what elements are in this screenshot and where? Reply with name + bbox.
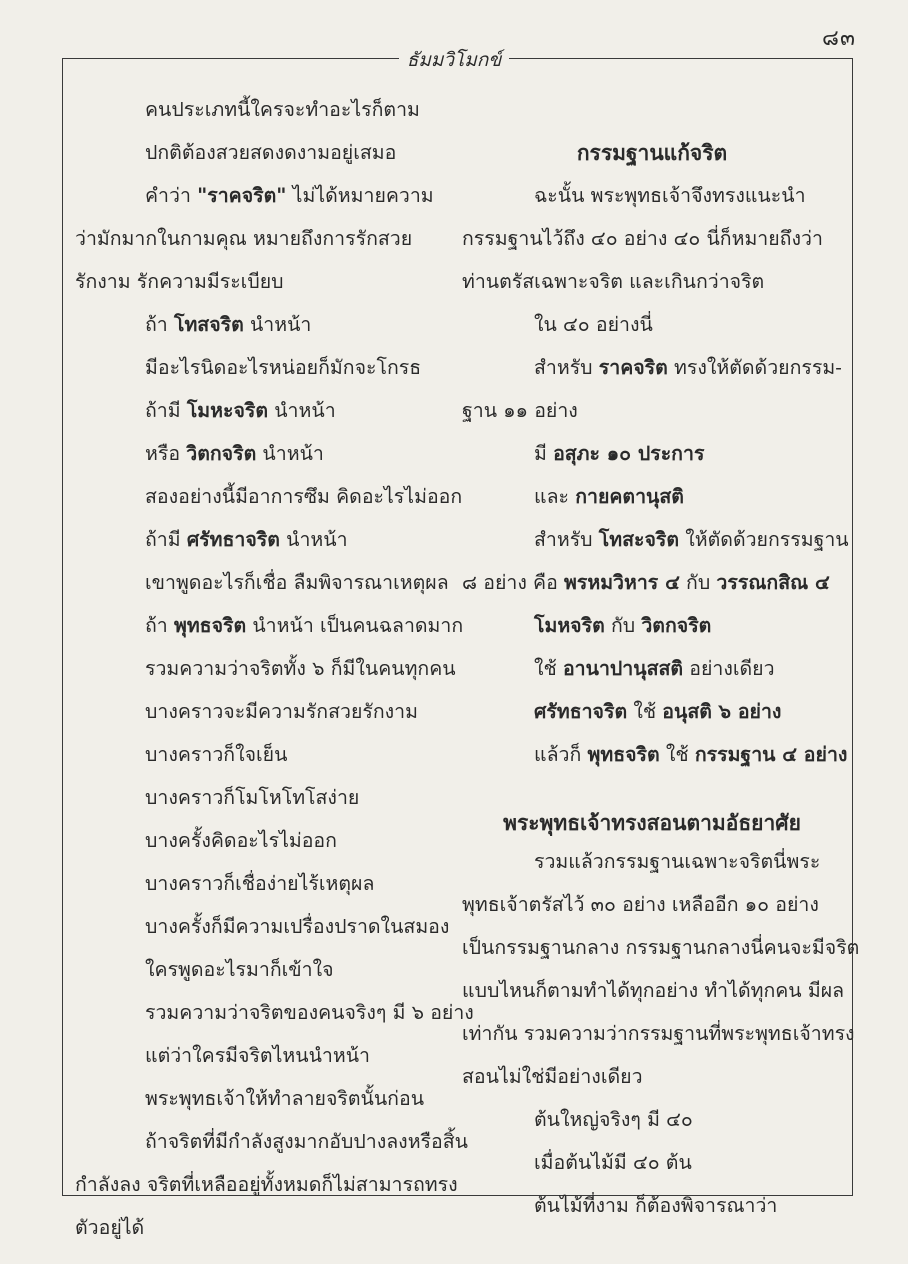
text-span: สองอย่างนี้มีอาการซึม คิดอะไรไม่ออก <box>145 485 463 508</box>
text-line <box>145 313 311 337</box>
text-span: พุทธเจ้าตรัสไว้ ๓๐ อย่าง เหลืออีก ๑๐ อย่าง <box>462 893 819 916</box>
text-line <box>462 571 830 595</box>
text-line <box>462 893 819 917</box>
bold-term: ศรัทธาจริต <box>534 700 628 723</box>
text-line <box>145 743 287 767</box>
text-span: รวมแล้วกรรมฐานเฉพาะจริตนี่พระ <box>534 850 821 873</box>
text-span: ใน ๔๐ อย่างนี่ <box>534 313 653 336</box>
text-span: เท่ากัน รวมความว่ากรรมฐานที่พระพุทธเจ้าทรง <box>462 1022 855 1045</box>
text-span: ๘ อย่าง คือ <box>462 571 565 594</box>
text-line <box>534 1151 692 1175</box>
text-span: กับ <box>604 614 642 637</box>
text-line <box>534 485 684 509</box>
bold-term: อนุสติ ๖ อย่าง <box>662 700 782 723</box>
text-line <box>145 98 420 122</box>
text-line <box>534 313 653 337</box>
text-span: ถ้ามี <box>145 528 187 551</box>
text-span: ไม่ได้หมายความ <box>286 184 434 207</box>
text-span: ทรงให้ตัดด้วยกรรม- <box>667 356 842 379</box>
text-span: อย่างเดียว <box>683 657 775 680</box>
text-line <box>145 657 456 681</box>
text-span: ว่ามักมากในกามคุณ หมายถึงการรักสวย <box>75 227 413 250</box>
text-span: นำหน้า เป็นคนฉลาดมาก <box>246 614 464 637</box>
text-line <box>462 936 859 960</box>
text-span: บางคราวก็เชื่อง่ายไร้เหตุผล <box>145 872 375 895</box>
text-line <box>534 442 704 466</box>
text-line <box>145 399 336 423</box>
text-line <box>145 700 418 724</box>
text-span: สำหรับ <box>534 528 599 551</box>
bold-term: พุทธจริต <box>587 743 660 766</box>
text-span: มีอะไรนิดอะไรหน่อยก็มักจะโกรธ <box>145 356 422 379</box>
text-span: แล้วก็ <box>534 743 588 766</box>
bold-term: พุทธจริต <box>173 614 247 637</box>
text-span: ให้ตัดด้วยกรรมฐาน <box>679 528 849 551</box>
text-span: นำหน้า <box>279 528 348 551</box>
text-line <box>462 979 844 1003</box>
text-line <box>534 356 842 380</box>
text-span: ฉะนั้น พระพุทธเจ้าจึงทรงแนะนำ <box>534 184 806 207</box>
text-line <box>145 915 449 939</box>
text-line <box>534 614 711 638</box>
text-line <box>534 528 849 552</box>
bold-term: อสุภะ ๑๐ ประการ <box>553 442 705 465</box>
text-line <box>462 227 823 251</box>
text-line <box>534 657 775 681</box>
bold-term: วิตกจริต <box>186 442 257 465</box>
text-line <box>145 872 374 896</box>
text-span: ถ้า <box>145 614 174 637</box>
bold-term: โมหะจริต <box>186 399 269 422</box>
text-span: ถ้าจริตที่มีกำลังสูงมากอับปางลงหรือสิ้น <box>145 1130 468 1153</box>
bold-term: วรรณกสิณ ๔ <box>716 571 830 594</box>
text-line <box>75 1173 458 1197</box>
section-heading <box>462 811 842 835</box>
text-line <box>145 786 359 810</box>
text-span: นำหน้า <box>268 399 336 422</box>
text-span: เขาพูดอะไรก็เชื่อ ลืมพิจารณาเหตุผล <box>145 571 449 594</box>
text-line <box>462 399 578 423</box>
text-line <box>145 184 434 208</box>
text-line <box>145 1001 474 1025</box>
bold-term: วิตกจริต <box>641 614 712 637</box>
text-line <box>145 829 337 853</box>
text-span: บางครั้งคิดอะไรไม่ออก <box>145 829 337 852</box>
text-span: มี <box>534 442 554 465</box>
bold-term: โทสะจริต <box>598 528 680 551</box>
text-span: ต้นไม้ที่งาม ก็ต้องพิจารณาว่า <box>534 1194 778 1217</box>
text-line <box>462 1065 643 1089</box>
text-line <box>534 184 806 208</box>
bold-term: กรรมฐานแก้จริต <box>576 140 728 165</box>
text-line <box>75 270 284 294</box>
text-line <box>145 1087 424 1111</box>
text-line <box>462 1022 855 1046</box>
text-span: กำลังลง จริตที่เหลืออยู่ทั้งหมดก็ไม่สามารถทรง <box>75 1173 458 1196</box>
text-line <box>145 1044 370 1068</box>
text-span: รวมความว่าจริตทั้ง ๖ ก็มีในคนทุกคน <box>145 657 456 680</box>
text-line <box>145 958 334 982</box>
text-span: ใช้ <box>534 657 563 680</box>
section-heading <box>462 141 842 165</box>
text-span: นำหน้า <box>243 313 312 336</box>
text-line <box>534 1194 777 1218</box>
text-span: รักงาม รักความมีระเบียบ <box>75 270 284 293</box>
text-span: และ <box>534 485 576 508</box>
text-span: พระพุทธเจ้าให้ทำลายจริตนั้นก่อน <box>145 1087 425 1110</box>
text-span: ใช้ <box>627 700 663 723</box>
bold-term: ราคจริต <box>598 356 668 379</box>
text-span: ฐาน ๑๑ อย่าง <box>462 399 578 422</box>
text-line <box>145 528 348 552</box>
text-line <box>75 227 412 251</box>
text-line <box>145 1130 468 1154</box>
text-span: เมื่อต้นไม้มี ๔๐ ต้น <box>534 1151 692 1174</box>
text-span: ใช้ <box>659 743 695 766</box>
text-span: แบบไหนก็ตามทำได้ทุกอย่าง ทำได้ทุกคน มีผล <box>462 979 845 1002</box>
text-span: กับ <box>679 571 717 594</box>
text-span: สำหรับ <box>534 356 599 379</box>
text-span: ต้นใหญ่จริงๆ มี ๔๐ <box>534 1108 693 1131</box>
text-line <box>145 571 449 595</box>
text-span: คนประเภทนี้ใครจะทำอะไรก็ตาม <box>145 98 420 121</box>
text-span: บางคราวก็ใจเย็น <box>145 743 288 766</box>
bold-term: กายคตานุสติ <box>575 485 684 508</box>
text-line <box>145 141 396 165</box>
text-line <box>75 1216 144 1240</box>
text-span: บางครั้งก็มีความเปรื่องปราดในสมอง <box>145 915 450 938</box>
text-line <box>534 743 847 767</box>
text-line <box>534 1108 693 1132</box>
text-span: บางคราวก็โมโหโทโสง่าย <box>145 786 360 809</box>
text-span: ตัวอยู่ได้ <box>75 1216 145 1239</box>
text-span: เป็นกรรมฐานกลาง กรรมฐานกลางนี่คนจะมีจริต <box>462 936 860 959</box>
page-number: ๘๓ <box>821 26 856 51</box>
text-span: ท่านตรัสเฉพาะจริต และเกินกว่าจริต <box>462 270 765 293</box>
text-span: คำว่า <box>145 184 198 207</box>
text-line <box>145 614 463 638</box>
bold-term: โทสจริต <box>173 313 244 336</box>
text-span: ถ้า <box>145 313 174 336</box>
text-span: สอนไม่ใช่มีอย่างเดียว <box>462 1065 643 1088</box>
bold-term: โมหจริต <box>534 614 605 637</box>
text-span: รวมความว่าจริตของคนจริงๆ มี ๖ อย่าง <box>145 1001 474 1024</box>
bold-term: พรหมวิหาร ๔ <box>564 571 680 594</box>
text-span: ใครพูดอะไรมาก็เข้าใจ <box>145 958 334 981</box>
text-line <box>145 442 324 466</box>
text-span: กรรมฐานไว้ถึง ๔๐ อย่าง ๔๐ นี่ก็หมายถึงว่า <box>462 227 823 250</box>
bold-term: ศรัทธาจริต <box>186 528 280 551</box>
bold-term: "ราคจริต" <box>197 184 287 207</box>
text-line <box>462 270 764 294</box>
text-span: หรือ <box>145 442 187 465</box>
text-span: แต่ว่าใครมีจริตไหนนำหน้า <box>145 1044 370 1067</box>
text-span: บางคราวจะมีความรักสวยรักงาม <box>145 700 418 723</box>
text-line <box>534 850 820 874</box>
text-span: นำหน้า <box>256 442 324 465</box>
text-span: ปกติต้องสวยสดงดงามอยู่เสมอ <box>145 141 397 164</box>
text-line <box>145 356 421 380</box>
running-header-title: ธัมมวิโมกข์ <box>399 49 510 71</box>
text-line <box>534 700 781 724</box>
bold-term: กรรมฐาน ๔ อย่าง <box>694 743 848 766</box>
bold-term: อานาปานุสสติ <box>562 657 684 680</box>
running-header <box>0 45 908 75</box>
bold-term: พระพุทธเจ้าทรงสอนตามอัธยาศัย <box>503 810 801 835</box>
text-span: ถ้ามี <box>145 399 187 422</box>
text-line <box>145 485 462 509</box>
